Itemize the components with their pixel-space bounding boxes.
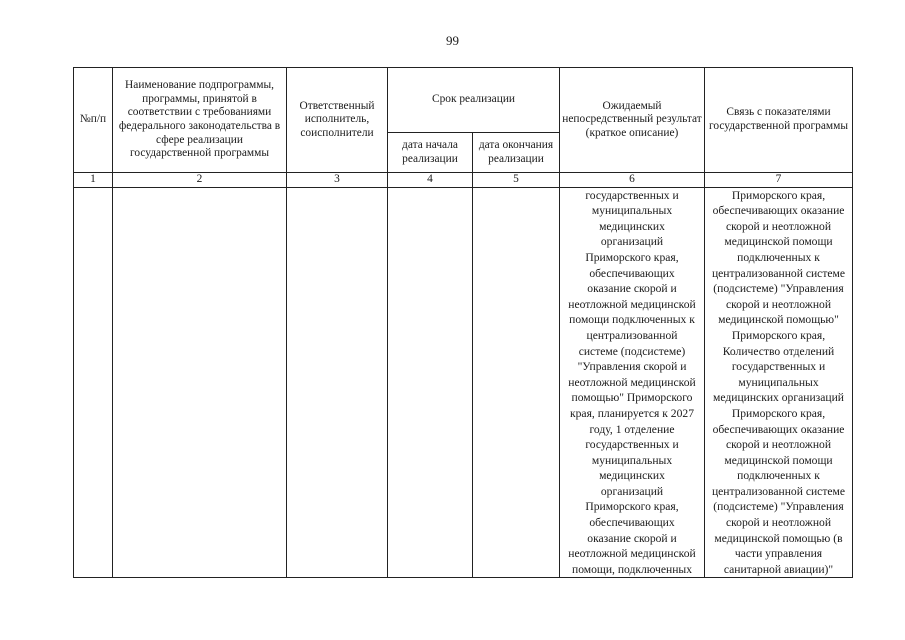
text-line: края, планируется к 2027 bbox=[570, 406, 694, 420]
text-line: государственных и bbox=[585, 438, 679, 452]
text-line: Приморского края, bbox=[731, 328, 826, 342]
header-indicator-link: Связь с показателями государственной программы bbox=[705, 68, 853, 173]
text-line: (подсистеме) "Управления bbox=[713, 282, 844, 296]
text-line: оказание скорой и bbox=[587, 282, 677, 296]
text-line: централизованной системе bbox=[711, 484, 846, 498]
text-line: муниципальных bbox=[738, 375, 819, 389]
column-number: 5 bbox=[473, 173, 560, 188]
header-row-1 bbox=[74, 68, 853, 133]
text-line: системе (подсистеме) bbox=[578, 344, 686, 358]
text-line: обеспечивающих bbox=[589, 516, 675, 530]
text-line: государственных и bbox=[585, 188, 679, 202]
text-line: Приморского края, bbox=[731, 188, 826, 202]
column-number: 7 bbox=[705, 173, 853, 188]
text-line: обеспечивающих bbox=[589, 266, 675, 280]
column-number: 4 bbox=[388, 173, 473, 188]
expected-result-cell bbox=[560, 187, 705, 578]
text-line: Приморского края, bbox=[585, 500, 679, 514]
text-line: части управления bbox=[734, 547, 823, 561]
start-date-cell bbox=[388, 187, 473, 578]
header-end-date: дата окончания реализации bbox=[473, 133, 560, 173]
column-number: 1 bbox=[74, 173, 113, 188]
page-number: 99 bbox=[446, 33, 459, 48]
subprogram-name-cell bbox=[113, 187, 287, 578]
text-line: помощи, подключенных bbox=[571, 562, 693, 576]
text-line: помощью" Приморского bbox=[571, 391, 693, 405]
text-line: скорой и неотложной bbox=[725, 516, 832, 530]
text-line: скорой и неотложной bbox=[725, 219, 832, 233]
text-line: оказание скорой и bbox=[587, 531, 677, 545]
end-date-cell bbox=[473, 187, 560, 578]
text-line: обеспечивающих оказание bbox=[712, 422, 845, 436]
column-number-row bbox=[74, 173, 853, 188]
text-line: помощи подключенных к bbox=[569, 313, 695, 327]
text-line: подключенных к bbox=[737, 250, 820, 264]
column-number: 3 bbox=[287, 173, 388, 188]
text-line: Приморского края, bbox=[731, 406, 826, 420]
text-line: централизованной системе bbox=[711, 266, 846, 280]
header-responsible: Ответственный исполнитель, соисполнители bbox=[287, 68, 388, 173]
column-number: 6 bbox=[560, 173, 705, 188]
responsible-cell bbox=[287, 187, 388, 578]
program-table bbox=[73, 67, 853, 578]
text-line: неотложной медицинской bbox=[568, 297, 696, 311]
text-line: медицинской помощи bbox=[724, 235, 833, 249]
header-start-date: дата начала реализации bbox=[388, 133, 473, 173]
text-line: "Управления скорой и bbox=[577, 360, 687, 374]
text-line: скорой и неотложной bbox=[725, 297, 832, 311]
text-line: медицинской помощью" bbox=[718, 313, 839, 327]
indicator-link-cell bbox=[705, 187, 853, 578]
text-line: муниципальных bbox=[591, 453, 673, 467]
text-line: муниципальных bbox=[591, 204, 673, 218]
text-line: централизованной bbox=[586, 328, 678, 342]
header-term: Срок реализации bbox=[388, 68, 560, 133]
text-line: подключенных к bbox=[737, 469, 820, 483]
text-line: организаций bbox=[600, 235, 664, 249]
text-line: медицинских организаций bbox=[713, 391, 844, 405]
text-line: медицинских bbox=[599, 219, 665, 233]
text-line: медицинской помощи bbox=[724, 453, 833, 467]
text-line: скорой и неотложной bbox=[725, 438, 832, 452]
text-line: медицинской помощью (в bbox=[714, 531, 843, 545]
column-number: 2 bbox=[113, 173, 287, 188]
text-line: (подсистеме) "Управления bbox=[713, 500, 844, 514]
text-line: обеспечивающих оказание bbox=[712, 204, 845, 218]
row-number-cell bbox=[74, 187, 113, 578]
text-line: медицинских bbox=[599, 469, 665, 483]
header-number: №п/п bbox=[74, 68, 113, 173]
text-line: государственных и bbox=[731, 360, 826, 374]
text-line: Приморского края, bbox=[585, 250, 679, 264]
header-subprogram-name: Наименование подпрограммы, программы, принятой в соответствии с требованиями федерального законодательства в сфере реализации государственной программы bbox=[113, 68, 287, 173]
text-line: неотложной медицинской bbox=[568, 547, 696, 561]
table-row bbox=[74, 187, 853, 578]
text-line: неотложной медицинской bbox=[568, 375, 696, 389]
text-line: санитарной авиации)" bbox=[723, 562, 834, 576]
header-expected-result: Ожидаемый непосредственный результат (краткое описание) bbox=[560, 68, 705, 173]
text-line: организаций bbox=[600, 484, 664, 498]
text-line: году, 1 отделение bbox=[589, 422, 675, 436]
text-line: Количество отделений bbox=[722, 344, 835, 358]
